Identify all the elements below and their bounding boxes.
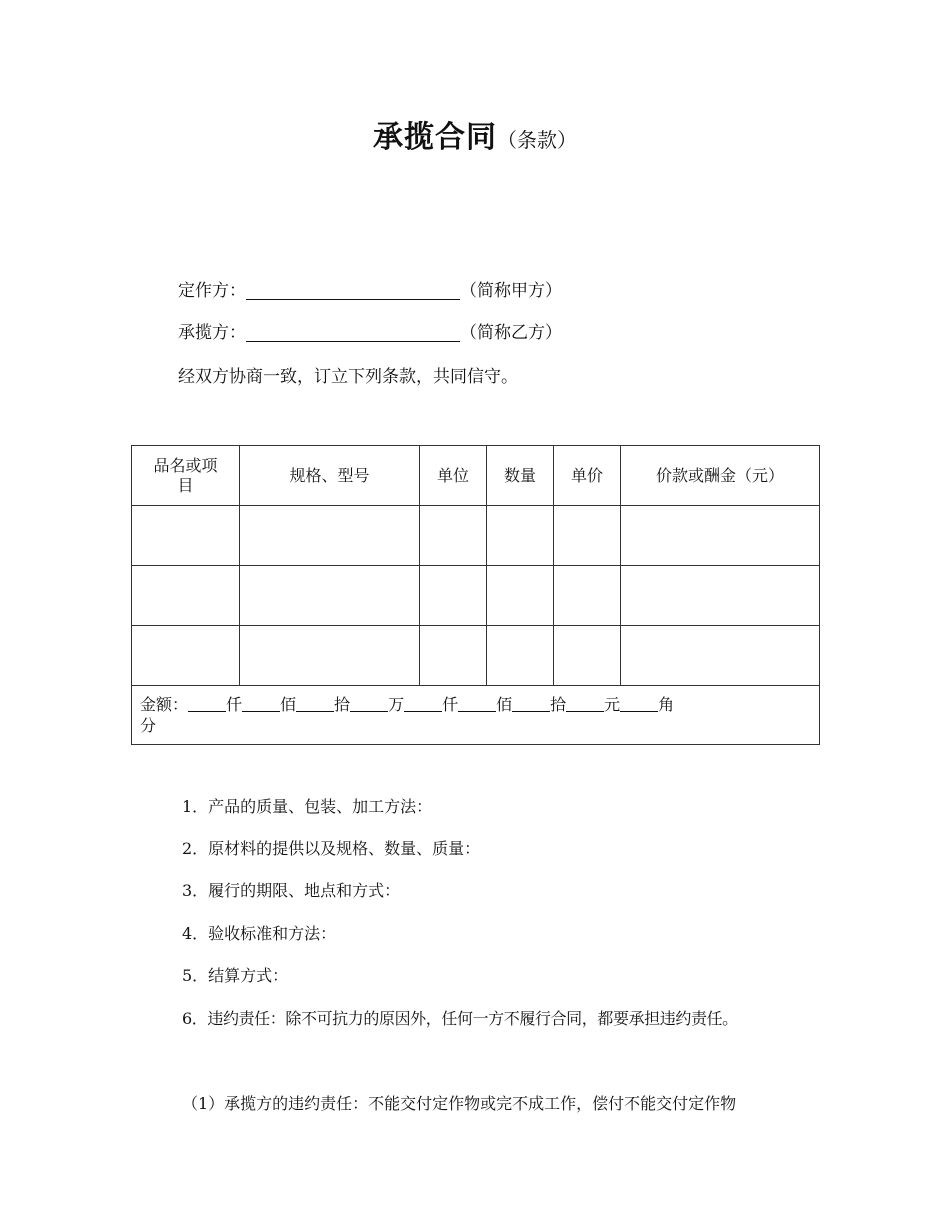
clause-2: 2．原材料的提供以及规格、数量、质量： xyxy=(182,839,481,858)
agreement-text: 经双方协商一致，订立下列条款，共同信守。 xyxy=(178,367,518,387)
table-header-row xyxy=(132,446,820,506)
amount-cell xyxy=(132,686,820,745)
table-cell[interactable] xyxy=(487,566,554,626)
table-cell[interactable] xyxy=(621,626,820,686)
amount-unit: 拾 xyxy=(550,695,567,714)
title-main: 承揽合同 xyxy=(373,120,497,155)
table-cell[interactable] xyxy=(132,626,240,686)
amount-unit: 仟 xyxy=(226,695,243,714)
clause-3: 3．履行的期限、地点和方式： xyxy=(182,881,401,900)
amount-row xyxy=(132,686,820,745)
table-row xyxy=(132,626,820,686)
amount-unit: 分 xyxy=(140,716,157,735)
amount-unit: 万 xyxy=(388,695,405,714)
table-cell[interactable] xyxy=(240,506,420,566)
amount-label: 金额： xyxy=(140,695,189,714)
header-price: 价款或酬金（元） xyxy=(621,446,820,506)
table-row xyxy=(132,566,820,626)
table-cell[interactable] xyxy=(240,626,420,686)
amount-blank[interactable] xyxy=(512,697,550,712)
table-cell[interactable] xyxy=(420,626,487,686)
party-b-label: 承揽方： xyxy=(178,323,246,343)
table-cell[interactable] xyxy=(132,506,240,566)
title-subtitle: （条款） xyxy=(497,128,577,152)
table-cell[interactable] xyxy=(487,626,554,686)
table-row xyxy=(132,506,820,566)
amount-unit: 拾 xyxy=(334,695,351,714)
table-cell[interactable] xyxy=(240,566,420,626)
table-cell[interactable] xyxy=(420,506,487,566)
header-spec: 规格、型号 xyxy=(240,446,420,506)
table-cell[interactable] xyxy=(554,506,621,566)
table-cell[interactable] xyxy=(554,566,621,626)
amount-blank[interactable] xyxy=(188,697,226,712)
amount-unit: 仟 xyxy=(442,695,459,714)
party-a-blank[interactable] xyxy=(246,281,460,300)
amount-blank[interactable] xyxy=(350,697,388,712)
sub-clause-1: （1）承揽方的违约责任：不能交付定作物或完不成工作，偿付不能交付定作物 xyxy=(182,1094,737,1113)
party-a-label: 定作方： xyxy=(178,281,246,301)
table-cell[interactable] xyxy=(621,566,820,626)
party-a-note: （简称甲方） xyxy=(460,281,562,301)
items-table xyxy=(131,445,820,745)
amount-blank[interactable] xyxy=(566,697,604,712)
clause-4: 4．验收标准和方法： xyxy=(182,924,337,943)
amount-blank[interactable] xyxy=(242,697,280,712)
amount-blank[interactable] xyxy=(458,697,496,712)
amount-blank[interactable] xyxy=(296,697,334,712)
amount-unit: 佰 xyxy=(496,695,513,714)
header-unit-price: 单价 xyxy=(554,446,621,506)
party-b-line xyxy=(178,318,562,343)
clause-1: 1．产品的质量、包装、加工方法： xyxy=(182,797,433,816)
clause-6: 6．违约责任：除不可抗力的原因外，任何一方不履行合同，都要承担违约责任。 xyxy=(182,1009,738,1028)
header-unit: 单位 xyxy=(420,446,487,506)
party-b-blank[interactable] xyxy=(246,323,460,342)
amount-blank[interactable] xyxy=(620,697,658,712)
amount-unit: 角 xyxy=(658,695,675,714)
party-b-note: （简称乙方） xyxy=(460,323,562,343)
clause-5: 5．结算方式： xyxy=(182,966,289,985)
document-title xyxy=(0,112,950,156)
party-a-line xyxy=(178,276,562,301)
amount-unit: 佰 xyxy=(280,695,297,714)
amount-unit: 元 xyxy=(604,695,621,714)
table-cell[interactable] xyxy=(420,566,487,626)
header-item-name: 品名或项目 xyxy=(132,446,240,506)
header-quantity: 数量 xyxy=(487,446,554,506)
table-cell[interactable] xyxy=(554,626,621,686)
table-cell[interactable] xyxy=(621,506,820,566)
table-cell[interactable] xyxy=(487,506,554,566)
amount-blank[interactable] xyxy=(404,697,442,712)
table-cell[interactable] xyxy=(132,566,240,626)
